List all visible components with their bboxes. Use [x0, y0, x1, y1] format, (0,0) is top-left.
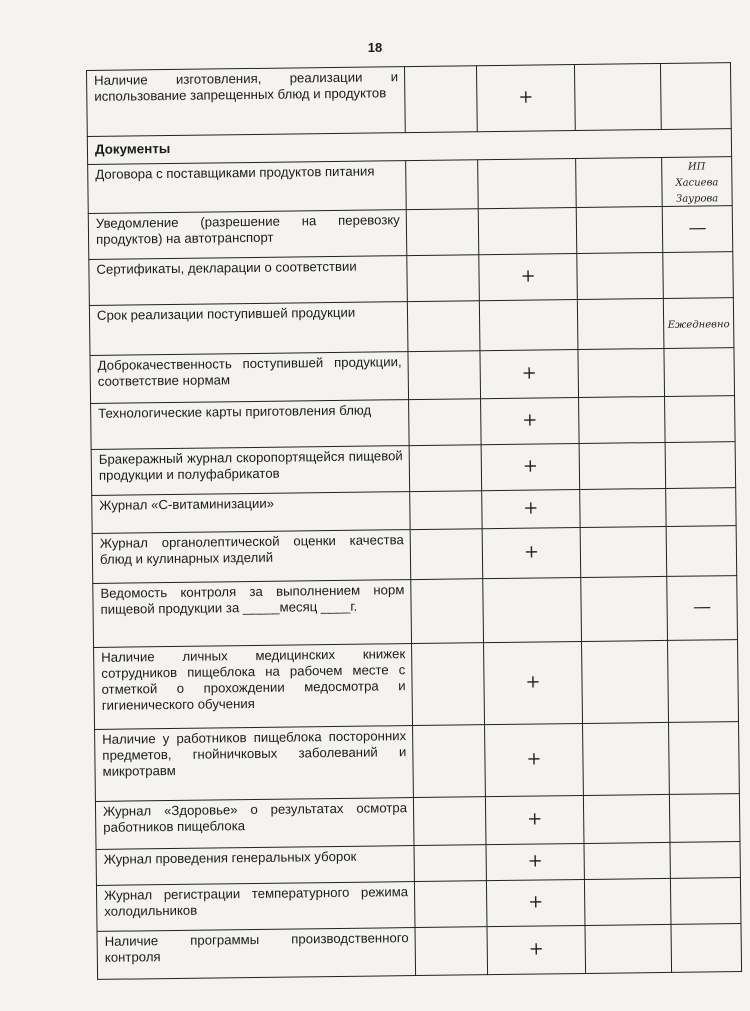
document-rows	[88, 157, 742, 980]
row-label: Бракеражный журнал скоропортящейся пищевой продукции и полуфабрикатов	[91, 446, 410, 496]
table-row	[88, 157, 733, 214]
check-mark	[485, 723, 584, 796]
check-mark	[479, 254, 578, 301]
checklist-table-wrapper	[86, 62, 741, 980]
row-label: Журнал «Здоровье» о результатах осмотра работников пищеблока	[95, 798, 414, 850]
empty-cell	[411, 579, 484, 644]
empty-cell	[576, 206, 663, 253]
table-row	[91, 442, 736, 496]
empty-cell	[584, 842, 670, 879]
handwritten-mark: +	[525, 671, 541, 693]
check-mark	[486, 843, 584, 880]
page-number: 18	[367, 40, 383, 55]
handwritten-mark: +	[523, 497, 539, 519]
empty-cell	[581, 576, 668, 641]
checklist-table	[86, 62, 742, 980]
empty-cell	[577, 252, 664, 299]
note-cell	[670, 842, 740, 879]
note-cell	[666, 488, 736, 527]
check-mark	[481, 398, 580, 445]
table-row	[94, 640, 739, 730]
empty-cell	[406, 160, 479, 210]
row-label: Договора с поставщиками продуктов питания	[88, 161, 407, 214]
row-label: Наличие личных медицинских книжек сотрудников пищеблока на рабочем месте с отметкой о прохождении медосмотра и гигиенического обучения	[94, 644, 413, 730]
handwritten-mark: +	[521, 362, 537, 384]
note-cell	[669, 794, 740, 843]
note-cell	[670, 878, 741, 925]
empty-cell	[660, 63, 731, 130]
empty-cell	[413, 725, 486, 798]
check-mark	[486, 879, 585, 926]
check-mark	[478, 159, 577, 209]
row-label: Срок реализации поступившей продукции	[89, 302, 408, 356]
table-row	[87, 63, 732, 137]
empty-cell	[407, 301, 480, 352]
check-mark	[479, 300, 578, 351]
row-label: Технологические карты приготовления блюд	[91, 400, 410, 450]
note-cell	[671, 924, 742, 973]
empty-cell	[413, 797, 486, 846]
handwritten-mark: +	[523, 541, 540, 563]
empty-cell	[583, 722, 670, 795]
empty-cell	[580, 526, 667, 577]
handwritten-mark: +	[518, 86, 534, 108]
empty-cell	[580, 488, 666, 527]
table-row	[89, 252, 734, 306]
check-mark	[480, 350, 579, 399]
row-label: Журнал проведения генеральных уборок	[96, 846, 414, 886]
check-mark	[483, 577, 582, 642]
note-cell	[666, 526, 737, 577]
handwritten-mark: +	[522, 409, 538, 431]
row-label: Ведомость контроля за выполнением норм пищевой продукции за _____месяц ____г.	[93, 580, 412, 648]
note-cell	[664, 348, 735, 397]
empty-cell	[576, 157, 663, 207]
empty-cell	[409, 445, 482, 492]
empty-cell	[584, 878, 671, 925]
handwritten-mark: +	[527, 850, 543, 872]
empty-cell	[406, 209, 479, 256]
handwritten-mark: +	[528, 938, 544, 960]
table-row	[95, 794, 740, 850]
check-mark	[487, 925, 586, 974]
table-row	[89, 298, 734, 356]
empty-cell	[574, 63, 661, 130]
note-cell	[663, 252, 734, 299]
table-row	[92, 526, 737, 584]
row-label: Уведомление (разрешение на перевозку продуктов) на автотранспорт	[88, 210, 407, 260]
empty-cell	[414, 881, 487, 928]
row-label: Журнал органолептической оценки качества блюд и кулинарных изделий	[92, 530, 411, 584]
note-cell	[662, 157, 733, 207]
table-row	[96, 878, 741, 932]
empty-cell	[412, 643, 485, 726]
empty-cell	[404, 66, 477, 133]
note-cell	[662, 206, 733, 253]
check-mark	[478, 208, 577, 255]
section-title: Документы	[87, 129, 731, 165]
check-mark	[484, 641, 583, 724]
table-row	[93, 576, 738, 648]
empty-cell	[410, 529, 483, 580]
empty-cell	[583, 794, 670, 843]
empty-cell	[410, 491, 482, 530]
row-label: Журнал «С-витаминизации»	[92, 492, 410, 534]
row-label: Доброкачественность поступившей продукции, соответствие нормам	[90, 352, 409, 404]
check-mark	[476, 65, 575, 132]
row-label: Наличие у работников пищеблока посторонних предметов, гнойничковых заболеваний и микротравм	[95, 726, 414, 802]
handwritten-note: —	[692, 596, 712, 618]
row-label: Наличие изготовления, реализации и использование запрещенных блюд и продуктов	[87, 67, 406, 137]
handwritten-mark: +	[522, 455, 539, 477]
empty-cell	[407, 255, 480, 302]
handwritten-mark: +	[527, 808, 543, 830]
empty-cell	[579, 442, 666, 489]
handwritten-note: ИП Хасиева Заурова	[675, 161, 719, 205]
note-cell	[668, 640, 739, 723]
empty-cell	[578, 348, 665, 397]
handwritten-note: —	[688, 217, 707, 239]
empty-cell	[414, 845, 486, 882]
empty-cell	[409, 399, 482, 446]
note-cell	[665, 396, 736, 443]
table-row	[88, 206, 733, 260]
note-cell	[669, 722, 740, 795]
empty-cell	[408, 351, 481, 400]
empty-cell	[579, 396, 666, 443]
note-cell	[665, 442, 736, 489]
empty-cell	[582, 640, 669, 723]
note-cell	[667, 576, 738, 641]
row-label: Сертификаты, декларации о соответствии	[89, 256, 408, 306]
check-mark	[482, 527, 581, 578]
check-mark	[481, 444, 580, 491]
table-row	[91, 396, 736, 450]
empty-cell	[415, 927, 488, 976]
table-row	[90, 348, 735, 404]
note-cell	[663, 298, 734, 349]
check-mark	[482, 490, 580, 529]
table-row	[95, 722, 740, 802]
row-label: Журнал регистрации температурного режима холодильников	[96, 882, 415, 932]
empty-cell	[577, 298, 664, 349]
handwritten-mark: +	[528, 891, 544, 913]
handwritten-mark: +	[526, 748, 542, 770]
check-mark	[485, 795, 584, 844]
row-label: Наличие программы производственного контроля	[97, 928, 416, 980]
table-row	[97, 924, 742, 980]
handwritten-note: Ежедневно	[667, 318, 730, 331]
empty-cell	[585, 924, 672, 973]
handwritten-mark: +	[520, 265, 536, 287]
